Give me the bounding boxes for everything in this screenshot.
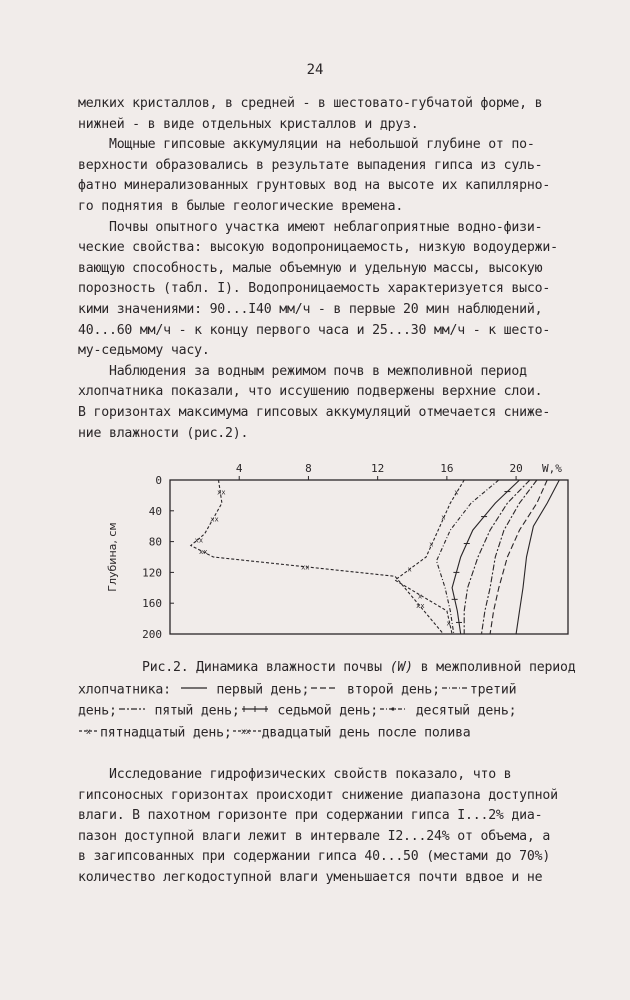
y-tick-label: 0 xyxy=(155,474,162,487)
top-text-line: В горизонтах максимума гипсовых аккумуляций отмечается сниже- xyxy=(78,404,551,420)
legend-label-2: второй день; xyxy=(347,681,440,697)
x-axis-label: W,% xyxy=(542,462,562,475)
legend-line-dashed xyxy=(309,679,339,700)
y-tick-label: 160 xyxy=(142,597,162,611)
top-text-line: вающую способность, малые объемную и удельную массы, высокую xyxy=(78,260,543,276)
plot-frame xyxy=(170,480,568,634)
top-text-line: ческие свойства: высокую водопроницаемость, низкую водоудержи- xyxy=(78,240,558,256)
moisture-chart xyxy=(98,462,598,650)
x-tick-label: 16 xyxy=(440,462,454,475)
series-line-2 xyxy=(490,480,547,634)
bottom-text-line: влаги. В пахотном горизонте при содержании гипса I...2% диа- xyxy=(78,808,543,824)
legend-line-dotdash xyxy=(378,700,408,721)
series-marker: x xyxy=(441,513,446,522)
series-marker: xx xyxy=(194,536,204,545)
top-text-line: 40...60 мм/ч - к концу первого часа и 25...30 мм/ч - к шесто- xyxy=(78,322,551,338)
series-line-1 xyxy=(516,480,559,634)
series-line-7 xyxy=(395,480,464,634)
bottom-text-line: Исследование гидрофизических свойств показало, что в xyxy=(78,767,512,782)
y-tick-label: 40 xyxy=(148,504,162,518)
caption-rest: в межполивной период xyxy=(420,660,576,675)
series-line-8 xyxy=(191,480,444,634)
series-marker: xx xyxy=(301,563,310,572)
legend-label-15: пятнадцатый день; xyxy=(100,725,232,741)
bottom-text-line: гипсоносных горизонтах происходит снижение диапазона доступной xyxy=(78,787,558,803)
top-text-line: нижней - в виде отдельных кристаллов и друз. xyxy=(78,116,419,132)
series-marker: xx xyxy=(416,602,425,611)
svg-text:xx: xx xyxy=(240,727,250,736)
y-axis-label: Глубина, см xyxy=(106,522,119,592)
legend-line-dashdot xyxy=(440,679,470,700)
top-text-line: Мощные гипсовые аккумуляции на небольшой глубине от по- xyxy=(78,137,535,153)
legend-line-dashdot-5 xyxy=(117,700,147,721)
top-text-line: фатно минерализованных грунтовых вод на высоте их капиллярно- xyxy=(78,178,551,194)
series-marker: x xyxy=(407,565,412,574)
caption-label: Рис.2. Динамика влажности почвы xyxy=(142,660,382,675)
legend-line-solid xyxy=(179,679,209,700)
bottom-text-line: количество легкодоступной влаги уменьшается почти вдвое и не xyxy=(78,869,543,885)
figure-2 xyxy=(98,462,598,650)
top-text-line: мелких кристаллов, в средней - в шестовато-губчатой форме, в xyxy=(78,96,543,111)
legend-label-10: десятый день; xyxy=(415,703,517,719)
top-text-line: кими значениями: 90...I40 мм/ч - в первые 20 мин наблюдений, xyxy=(78,301,543,317)
y-tick-label: 120 xyxy=(142,566,162,580)
top-text-line: ние влажности (рис.2). xyxy=(78,425,249,441)
series-marker: x xyxy=(454,488,459,497)
top-text xyxy=(78,94,598,444)
top-text-line: Почвы опытного участка имеют неблагоприятные водно-физи- xyxy=(78,219,543,235)
top-text-line: го поднятия в былые геологические времена. xyxy=(78,198,404,214)
top-text-line: хлопчатника показали, что иссушению подвержены верхние слои. xyxy=(78,384,543,400)
legend-line-x xyxy=(78,722,100,743)
caption-symbol: (W) xyxy=(389,660,413,675)
series-marker: xx xyxy=(199,548,208,557)
bottom-text xyxy=(78,765,598,889)
top-text-line: Наблюдения за водным режимом почв в межполивной период xyxy=(78,363,527,379)
bottom-text-line: пазон доступной влаги лежит в интервале I2...24% от объема, а xyxy=(78,828,551,844)
series-marker: xx xyxy=(210,515,219,524)
top-text-line: порозность (табл. I). Водопроницаемость характеризуется высо- xyxy=(78,281,551,297)
series-line-3 xyxy=(482,480,537,634)
x-tick-label: 4 xyxy=(235,462,243,475)
x-tick-label: 12 xyxy=(371,462,385,475)
series-marker: x xyxy=(446,619,451,628)
page-number: 24 xyxy=(306,62,324,78)
series-marker: xx xyxy=(217,488,226,497)
legend-label-20: двадцатый день после полива xyxy=(261,725,471,741)
series-line-6 xyxy=(437,480,499,634)
legend-line-ticked xyxy=(240,700,270,721)
series-line-5 xyxy=(452,480,519,634)
top-text-line: верхности образовались в результате выпадения гипса из суль- xyxy=(78,157,543,173)
legend-label-3: третий xyxy=(469,681,517,697)
y-tick-label: 200 xyxy=(142,628,162,641)
y-tick-label: 80 xyxy=(148,535,162,549)
top-text-line: му-седьмому часу. xyxy=(78,343,210,359)
series-marker: x xyxy=(429,540,434,549)
legend-label-7: седьмой день; xyxy=(277,703,378,719)
x-tick-label: 8 xyxy=(305,462,312,475)
caption-line3-a: день; xyxy=(78,703,117,719)
x-tick-label: 20 xyxy=(509,462,523,475)
legend-label-5: пятый день; xyxy=(154,703,240,719)
figure-caption xyxy=(78,658,608,744)
series-marker: x xyxy=(417,592,423,601)
legend-label-1: первый день; xyxy=(216,681,310,697)
bottom-text-line: в загипсованных при содержании гипса 40...50 (местами до 70%) xyxy=(78,849,551,865)
legend-line-xx xyxy=(232,722,262,743)
svg-text:x: x xyxy=(86,727,91,736)
caption-line2-a: хлопчатника: xyxy=(78,681,171,697)
